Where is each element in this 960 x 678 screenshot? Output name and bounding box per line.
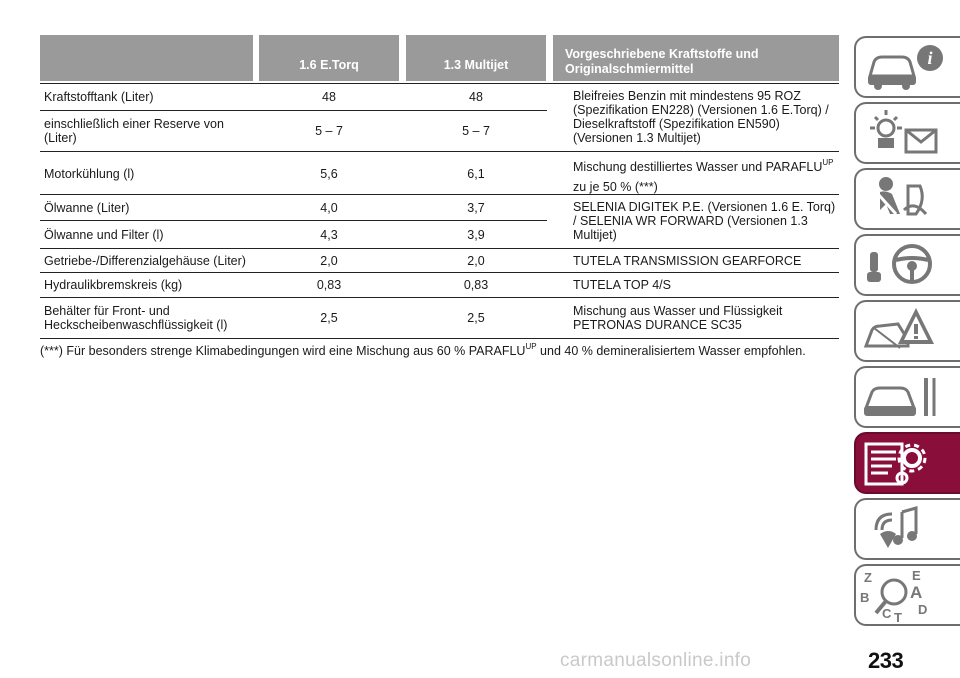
emergency-icon [856, 302, 960, 360]
table-rule [40, 272, 839, 273]
brake-spec-text: TUTELA TOP 4/S [573, 278, 671, 292]
value-multijet: 6,1 [467, 167, 485, 181]
value-etorq: 4,3 [320, 228, 338, 242]
table-header-multijet: 1.3 Multijet [406, 35, 546, 81]
index-letter: Z [864, 570, 872, 585]
table-rule [40, 110, 547, 111]
gearbox-spec-text: TUTELA TRANSMISSION GEARFORCE [573, 254, 802, 268]
tab-multimedia[interactable] [854, 498, 960, 560]
tab-starting-driving[interactable] [854, 234, 960, 296]
value-etorq: 48 [322, 90, 336, 104]
safety-icon [856, 170, 960, 228]
value-etorq: 2,5 [320, 311, 338, 325]
index-letter: A [910, 583, 923, 602]
maintenance-icon [856, 368, 960, 426]
warning-lights-icon [856, 104, 960, 162]
value-etorq: 5 – 7 [315, 124, 343, 138]
watermark: carmanualsonline.info [560, 650, 752, 671]
cooling-spec-text: Mischung destilliertes Wasser und $PARAFLU^{UP}$ zu je 50 % (***) [573, 158, 834, 194]
value-multijet: 3,9 [467, 228, 485, 242]
table-header-etorq: 1.6 E.Torq [259, 35, 399, 81]
index-letter: E [912, 568, 921, 583]
row-label-oil-sump-filter: Ölwanne und Filter (l) [44, 228, 164, 242]
row-label-gearbox: Getriebe-/Differenzialgehäuse (Liter) [44, 254, 246, 268]
value-multijet: 2,5 [467, 311, 485, 325]
row-label-engine-cooling: Motorkühlung (l) [44, 167, 135, 181]
tab-maintenance[interactable] [854, 366, 960, 428]
tab-safety[interactable] [854, 168, 960, 230]
fuel-spec-text: Bleifreies Benzin mit mindestens 95 ROZ (Spezifikation EN228) (Versionen 1.6 E.Torq) / Dieselkraftstoff (Spezifikation EN590) (Versionen 1.3 Multijet) [573, 89, 829, 145]
page-number: 233 [868, 648, 904, 673]
oil-spec-text: SELENIA DIGITEK P.E. (Versionen 1.6 E. Torq) / SELENIA WR FORWARD (Versionen 1.3 Multijet) [573, 200, 836, 242]
tab-car-info[interactable] [854, 36, 960, 98]
index-letter: T [894, 610, 902, 624]
index-letter: B [860, 590, 870, 605]
value-etorq: 4,0 [320, 201, 338, 215]
index-letter: D [918, 602, 928, 617]
washer-spec-text: Mischung aus Wasser und Flüssigkeit PETRONAS DURANCE SC35 [573, 304, 783, 332]
index-letter: C [882, 606, 892, 621]
value-multijet: 3,7 [467, 201, 485, 215]
table-header-fluids: Vorgeschriebene Kraftstoffe und Originalschmiermittel [553, 35, 839, 81]
table-rule [40, 248, 839, 249]
row-label-brake-circuit: Hydraulikbremskreis (kg) [44, 278, 183, 292]
value-multijet: 5 – 7 [462, 124, 490, 138]
table-rule [40, 338, 839, 339]
value-multijet: 48 [469, 90, 483, 104]
row-label-oil-sump: Ölwanne (Liter) [44, 201, 130, 215]
row-label-reserve: einschließlich einer Reserve von (Liter) [44, 117, 224, 145]
table-rule [40, 297, 839, 298]
tab-emergency[interactable] [854, 300, 960, 362]
table-header-label-column [40, 35, 253, 81]
tab-technical-data[interactable] [854, 432, 960, 494]
value-etorq: 2,0 [320, 254, 338, 268]
value-etorq: 5,6 [320, 167, 338, 181]
svg-text:i: i [927, 48, 933, 68]
table-rule [40, 151, 839, 152]
table-rule [40, 83, 839, 84]
tab-index[interactable] [854, 564, 960, 626]
value-etorq: 0,83 [316, 278, 342, 292]
footnote: (***) Für besonders strenge Klimabedingungen wird eine Mischung aus 60 % $PARAFLU^{UP}$ und 40 % demineralisiertem Wasser empfohlen. [40, 342, 806, 358]
table-rule [40, 220, 547, 221]
technical-data-icon [856, 434, 960, 492]
multimedia-icon [856, 500, 960, 558]
car-info-icon [856, 38, 960, 96]
tab-warning-lights[interactable] [854, 102, 960, 164]
row-label-fuel-tank: Kraftstofftank (Liter) [44, 90, 154, 104]
row-label-washer-fluid: Behälter für Front- und Heckscheibenwaschflüssigkeit (l) [44, 304, 228, 332]
index-icon [856, 566, 960, 624]
value-multijet: 0,83 [463, 278, 489, 292]
starting-driving-icon [856, 236, 960, 294]
value-multijet: 2,0 [467, 254, 485, 268]
